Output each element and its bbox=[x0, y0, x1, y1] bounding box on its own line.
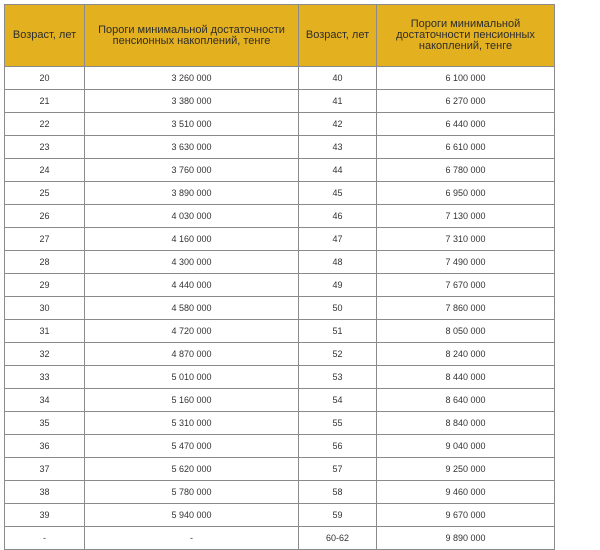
table-row bbox=[5, 90, 555, 113]
cell-threshold-left: 3 510 000 bbox=[85, 113, 299, 136]
table-row bbox=[5, 458, 555, 481]
table-row bbox=[5, 366, 555, 389]
table-row bbox=[5, 320, 555, 343]
cell-age-right: 49 bbox=[299, 274, 377, 297]
table-header-row bbox=[5, 5, 555, 67]
cell-age-left: - bbox=[5, 527, 85, 550]
cell-age-left: 32 bbox=[5, 343, 85, 366]
cell-threshold-right: 8 440 000 bbox=[377, 366, 555, 389]
cell-threshold-left: 5 780 000 bbox=[85, 481, 299, 504]
cell-age-left: 27 bbox=[5, 228, 85, 251]
cell-age-right: 40 bbox=[299, 67, 377, 90]
cell-age-right: 56 bbox=[299, 435, 377, 458]
cell-threshold-right: 6 780 000 bbox=[377, 159, 555, 182]
cell-threshold-right: 7 130 000 bbox=[377, 205, 555, 228]
cell-threshold-left: 5 160 000 bbox=[85, 389, 299, 412]
cell-threshold-left: 3 260 000 bbox=[85, 67, 299, 90]
cell-age-left: 30 bbox=[5, 297, 85, 320]
cell-age-left: 24 bbox=[5, 159, 85, 182]
table-row bbox=[5, 274, 555, 297]
table-row bbox=[5, 67, 555, 90]
cell-age-left: 20 bbox=[5, 67, 85, 90]
cell-age-left: 36 bbox=[5, 435, 85, 458]
cell-threshold-right: 9 890 000 bbox=[377, 527, 555, 550]
cell-age-right: 60-62 bbox=[299, 527, 377, 550]
cell-age-left: 35 bbox=[5, 412, 85, 435]
cell-threshold-right: 7 860 000 bbox=[377, 297, 555, 320]
cell-threshold-left: 5 940 000 bbox=[85, 504, 299, 527]
cell-age-left: 25 bbox=[5, 182, 85, 205]
cell-age-left: 31 bbox=[5, 320, 85, 343]
cell-age-right: 53 bbox=[299, 366, 377, 389]
table-row bbox=[5, 251, 555, 274]
cell-threshold-right: 8 050 000 bbox=[377, 320, 555, 343]
cell-threshold-right: 6 100 000 bbox=[377, 67, 555, 90]
table-row bbox=[5, 481, 555, 504]
cell-threshold-left: 3 380 000 bbox=[85, 90, 299, 113]
table-row bbox=[5, 389, 555, 412]
cell-threshold-right: 9 250 000 bbox=[377, 458, 555, 481]
cell-threshold-right: 8 240 000 bbox=[377, 343, 555, 366]
cell-age-right: 54 bbox=[299, 389, 377, 412]
header-threshold-left: Пороги минимальной достаточности пенсионных накоплений, тенге bbox=[85, 5, 299, 67]
cell-age-right: 44 bbox=[299, 159, 377, 182]
cell-threshold-right: 8 840 000 bbox=[377, 412, 555, 435]
cell-threshold-right: 9 460 000 bbox=[377, 481, 555, 504]
table-row bbox=[5, 504, 555, 527]
cell-threshold-left: 4 160 000 bbox=[85, 228, 299, 251]
cell-threshold-right: 9 040 000 bbox=[377, 435, 555, 458]
table-body bbox=[5, 67, 555, 550]
table-row bbox=[5, 159, 555, 182]
cell-threshold-right: 6 270 000 bbox=[377, 90, 555, 113]
cell-age-left: 28 bbox=[5, 251, 85, 274]
cell-threshold-left: 3 760 000 bbox=[85, 159, 299, 182]
cell-threshold-left: 4 300 000 bbox=[85, 251, 299, 274]
cell-age-right: 59 bbox=[299, 504, 377, 527]
header-age-right: Возраст, лет bbox=[299, 5, 377, 67]
cell-threshold-right: 7 310 000 bbox=[377, 228, 555, 251]
cell-threshold-left: 3 890 000 bbox=[85, 182, 299, 205]
cell-age-right: 46 bbox=[299, 205, 377, 228]
cell-threshold-left: 5 620 000 bbox=[85, 458, 299, 481]
cell-age-left: 37 bbox=[5, 458, 85, 481]
cell-threshold-left: - bbox=[85, 527, 299, 550]
cell-threshold-left: 4 720 000 bbox=[85, 320, 299, 343]
cell-age-left: 21 bbox=[5, 90, 85, 113]
table-row bbox=[5, 182, 555, 205]
table-row bbox=[5, 205, 555, 228]
cell-threshold-left: 3 630 000 bbox=[85, 136, 299, 159]
cell-threshold-left: 5 010 000 bbox=[85, 366, 299, 389]
cell-threshold-right: 7 490 000 bbox=[377, 251, 555, 274]
cell-threshold-left: 4 580 000 bbox=[85, 297, 299, 320]
cell-age-left: 26 bbox=[5, 205, 85, 228]
cell-age-left: 22 bbox=[5, 113, 85, 136]
cell-age-right: 45 bbox=[299, 182, 377, 205]
cell-age-right: 57 bbox=[299, 458, 377, 481]
cell-age-right: 42 bbox=[299, 113, 377, 136]
header-threshold-right: Пороги минимальной достаточности пенсионных накоплений, тенге bbox=[377, 5, 555, 67]
pension-threshold-table bbox=[4, 4, 555, 550]
table-row bbox=[5, 136, 555, 159]
header-age-left: Возраст, лет bbox=[5, 5, 85, 67]
cell-threshold-right: 6 440 000 bbox=[377, 113, 555, 136]
table-row bbox=[5, 113, 555, 136]
table-row bbox=[5, 435, 555, 458]
cell-age-left: 33 bbox=[5, 366, 85, 389]
cell-threshold-left: 4 440 000 bbox=[85, 274, 299, 297]
table-row bbox=[5, 228, 555, 251]
cell-age-left: 38 bbox=[5, 481, 85, 504]
cell-threshold-left: 4 030 000 bbox=[85, 205, 299, 228]
cell-age-right: 58 bbox=[299, 481, 377, 504]
cell-age-right: 47 bbox=[299, 228, 377, 251]
cell-threshold-right: 8 640 000 bbox=[377, 389, 555, 412]
cell-threshold-right: 6 950 000 bbox=[377, 182, 555, 205]
cell-age-left: 29 bbox=[5, 274, 85, 297]
cell-threshold-right: 7 670 000 bbox=[377, 274, 555, 297]
table-row bbox=[5, 343, 555, 366]
cell-age-right: 48 bbox=[299, 251, 377, 274]
cell-age-left: 34 bbox=[5, 389, 85, 412]
cell-threshold-left: 4 870 000 bbox=[85, 343, 299, 366]
cell-threshold-left: 5 310 000 bbox=[85, 412, 299, 435]
cell-threshold-left: 5 470 000 bbox=[85, 435, 299, 458]
cell-threshold-right: 9 670 000 bbox=[377, 504, 555, 527]
table-row bbox=[5, 297, 555, 320]
cell-threshold-right: 6 610 000 bbox=[377, 136, 555, 159]
cell-age-right: 41 bbox=[299, 90, 377, 113]
cell-age-left: 23 bbox=[5, 136, 85, 159]
table-row bbox=[5, 412, 555, 435]
cell-age-right: 50 bbox=[299, 297, 377, 320]
cell-age-right: 43 bbox=[299, 136, 377, 159]
cell-age-right: 55 bbox=[299, 412, 377, 435]
cell-age-right: 52 bbox=[299, 343, 377, 366]
table-row bbox=[5, 527, 555, 550]
cell-age-right: 51 bbox=[299, 320, 377, 343]
cell-age-left: 39 bbox=[5, 504, 85, 527]
